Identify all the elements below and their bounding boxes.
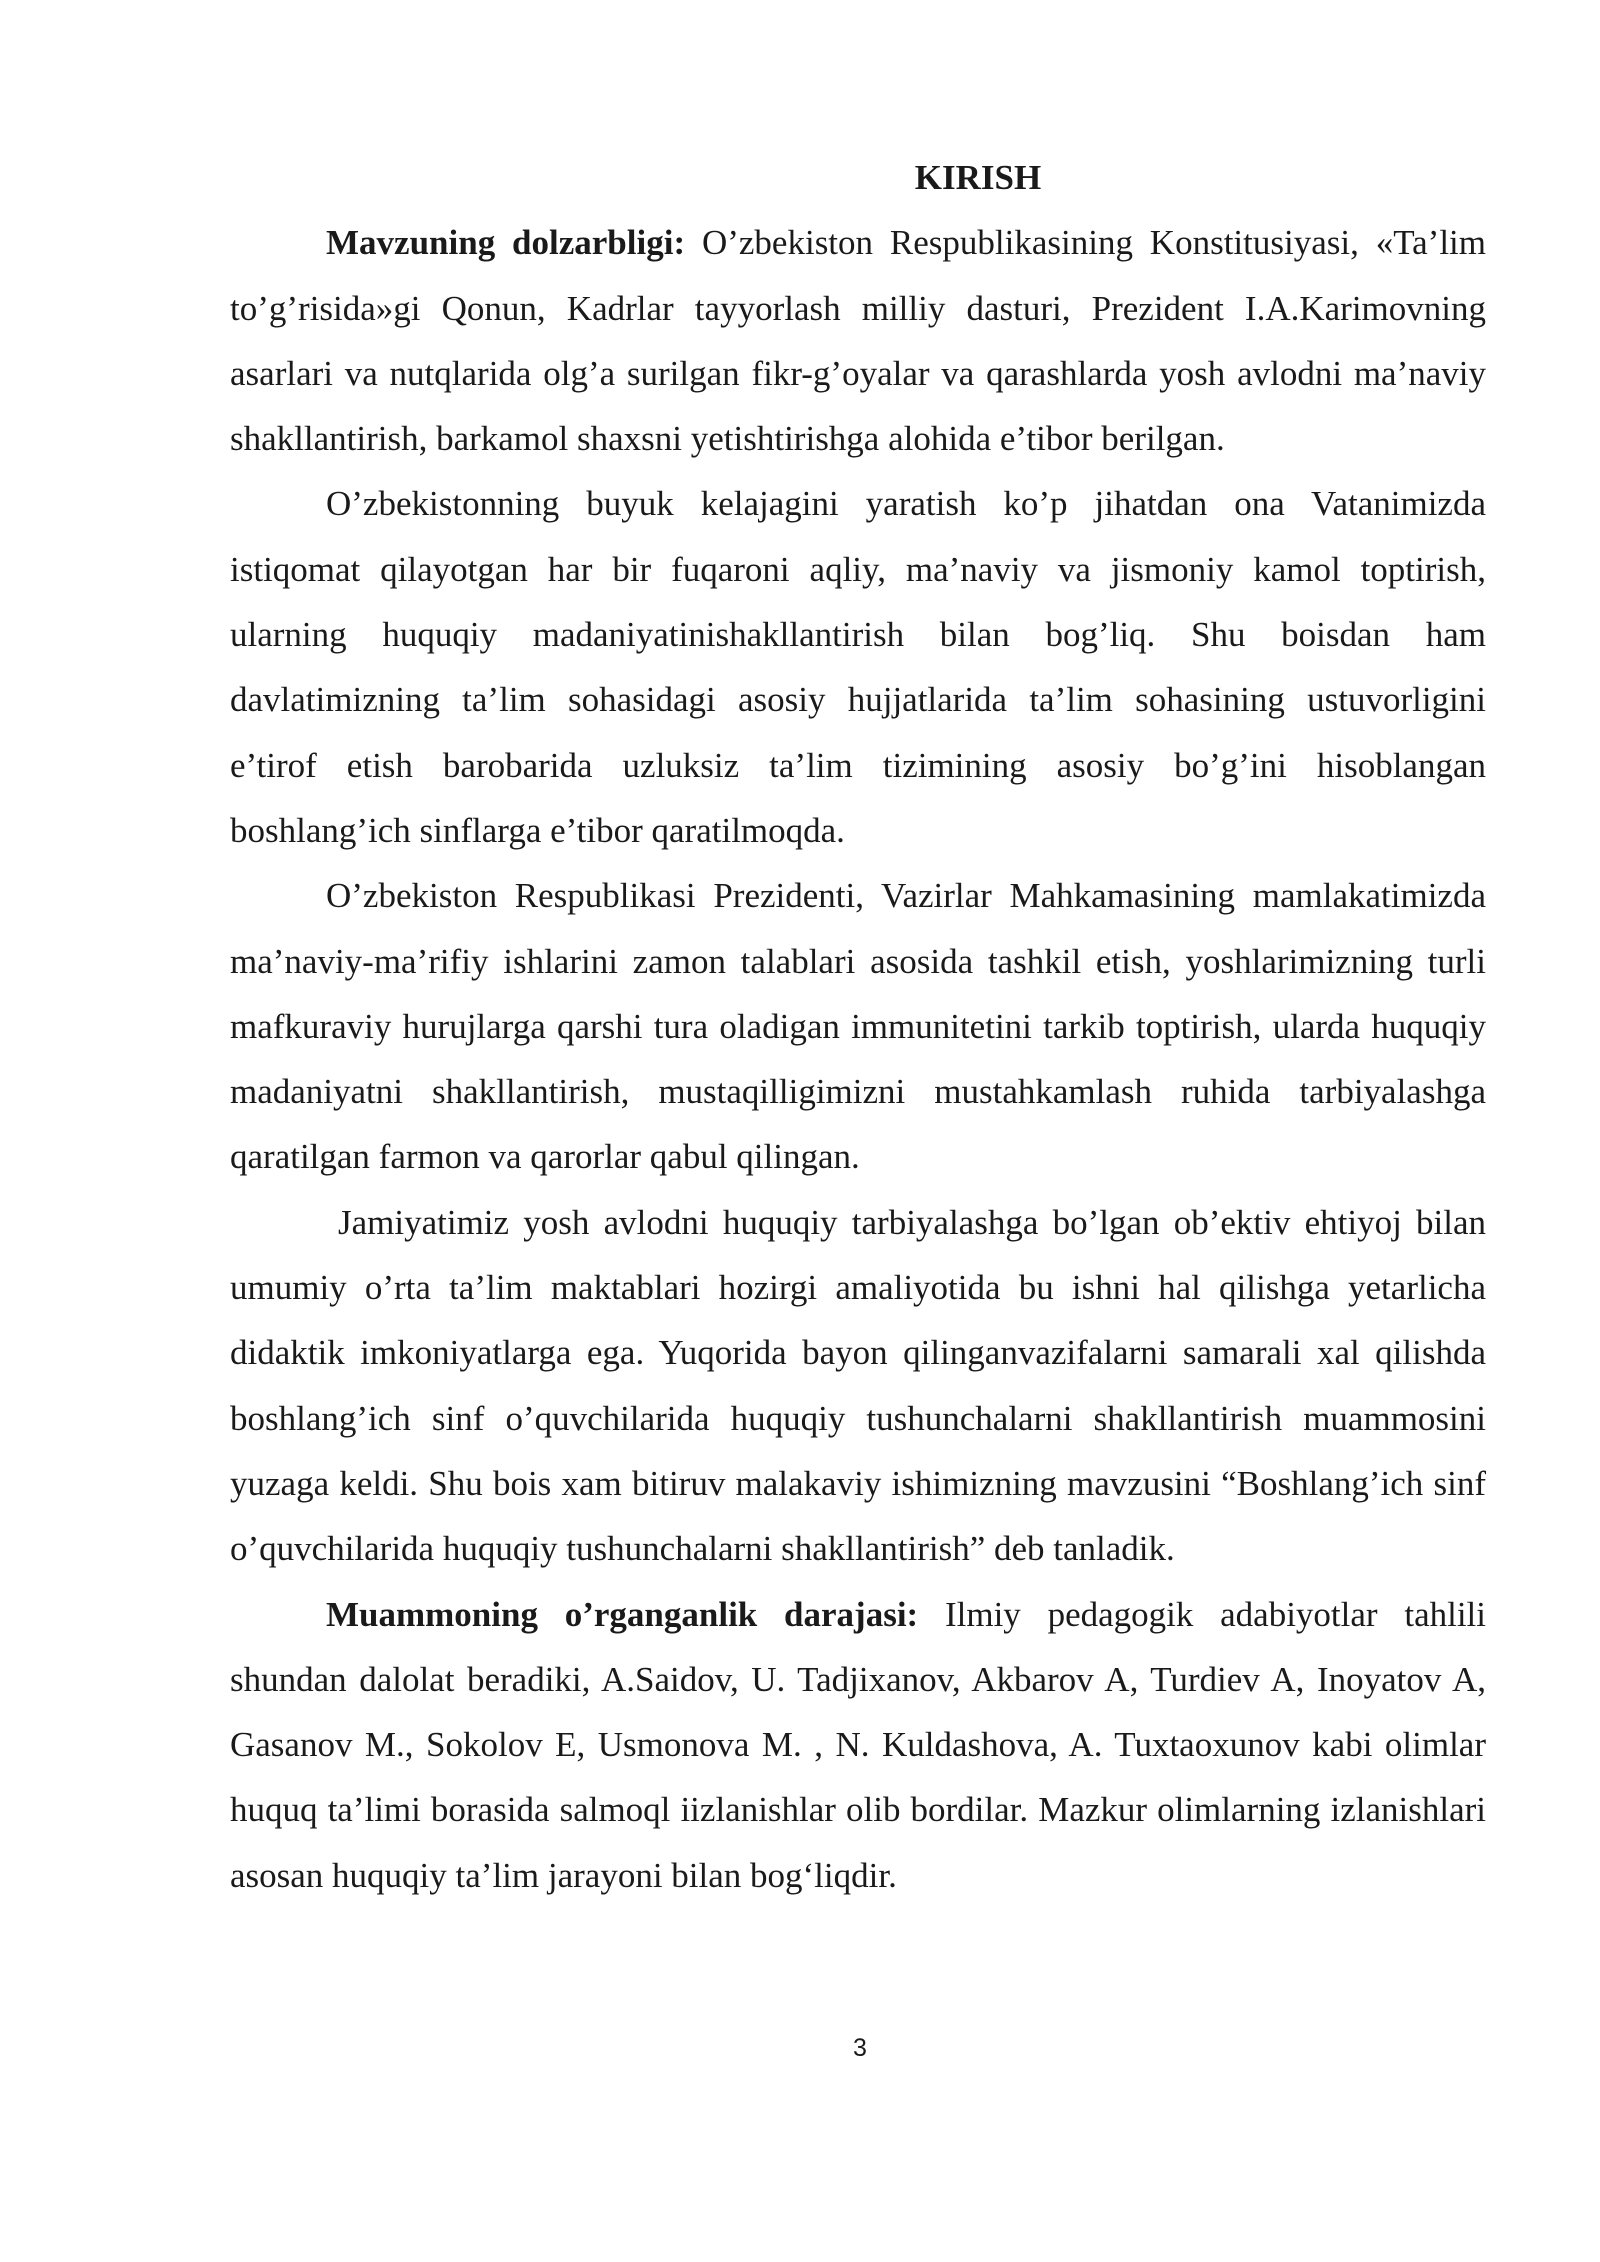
paragraph-text: Ilmiy pedagogik adabiyotlar tahlili shundan dalolat beradiki, A.Saidov, U. Tadjixanov, Akbarov A, Turdiev A, Inoyatov A, Gasanov M., Sokolov E, Usmonova M. , N. Kuldashova, A. Tuxtaoxunov kabi olimlar huquq ta’limi borasida salmoql iizlanishlar olib bordilar. Mazkur olimlarning izlanishlari asosan huquqiy ta’lim jarayoni bilan bog‘liqdir. <box>230 1594 1486 1895</box>
page-number: 3 <box>853 2034 867 2062</box>
paragraph-lead: Muammoning o’rganganlik darajasi: <box>326 1594 919 1634</box>
paragraph-text: O’zbekiston Respublikasining Konstitusiyasi, «Ta’lim to’g’risida»gi Qonun, Kadrlar tayyorlash milliy dasturi, Prezident I.A.Karimovning asarlari va nutqlarida olg’a surilgan fikr-g’oyalar va qarashlarda yosh avlodni ma’naviy shakllantirish, barkamol shaxsni yetishtirishga alohida e’tibor berilgan. <box>230 223 1486 459</box>
paragraph-topic <box>230 1190 1486 1582</box>
paragraph-decrees <box>230 863 1486 1189</box>
paragraph-lead: Mavzuning dolzarbligi: <box>326 223 686 263</box>
document-body <box>230 145 1486 1908</box>
paragraph-text: O’zbekiston Respublikasi Prezidenti, Vazirlar Mahkamasining mamlakatimizda ma’naviy-ma’rifiy ishlarini zamon talablari asosida tashkil etish, yoshlarimizning turli mafkuraviy hurujlarga qarshi tura oladigan immunitetini tarkib toptirish, ularda huquqiy madaniyatni shakllantirish, mustaqilligimizni mustahkamlash ruhida tarbiyalashga qaratilgan farmon va qarorlar qabul qilingan. <box>230 876 1486 1177</box>
paragraph-future <box>230 471 1486 863</box>
paragraph-research-level <box>230 1582 1486 1908</box>
paragraph-text: O’zbekistonning buyuk kelajagini yaratish ko’p jihatdan ona Vatanimizda istiqomat qilayotgan har bir fuqaroni aqliy, ma’naviy va jismoniy kamol toptirish, ularning huquqiy madaniyatinishakllantirish bilan bog’liq. Shu boisdan ham davlatimizning ta’lim sohasidagi asosiy hujjatlarida ta’lim sohasining ustuvorligini e’tirof etish barobarida uzluksiz ta’lim tizimining asosiy bo’g’ini hisoblangan boshlang’ich sinflarga e’tibor qaratilmoqda. <box>230 484 1486 850</box>
paragraph-relevance <box>230 210 1486 471</box>
section-title: KIRISH <box>914 158 1042 197</box>
paragraph-text: Jamiyatimiz yosh avlodni huquqiy tarbiyalashga bo’lgan ob’ektiv ehtiyoj bilan umumiy o’rta ta’lim maktablari hozirgi amaliyotida bu ishni hal qilishga yetarlicha didaktik imkoniyatlarga ega. Yuqorida bayon qilinganvazifalarni samarali xal qilishda boshlang’ich sinf o’quvchilarida huquqiy tushunchalarni shakllantirish muammosini yuzaga keldi. Shu bois xam bitiruv malakaviy ishimizning mavzusini “Boshlang’ich sinf o’quvchilarida huquqiy tushunchalarni shakllantirish” deb tanladik. <box>230 1202 1486 1569</box>
